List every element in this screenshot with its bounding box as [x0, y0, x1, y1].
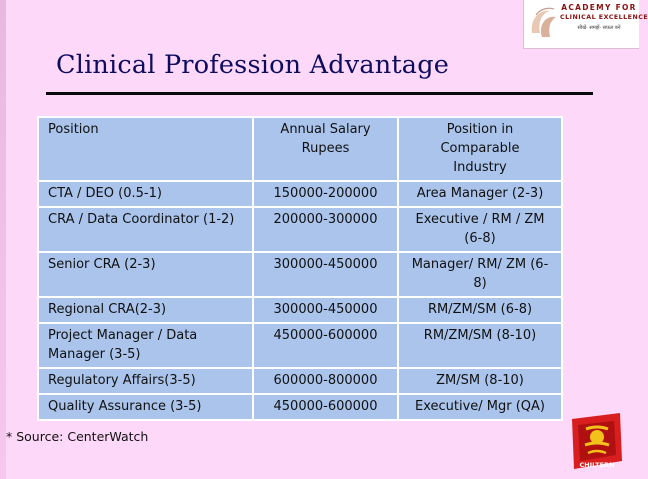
table-header-row: [38, 117, 562, 181]
cell-position: Regional CRA(2-3): [38, 297, 253, 323]
cell-comparable-text: Manager/ RM/ ZM (6-8): [411, 257, 549, 291]
cell-comparable: Area Manager (2-3): [398, 181, 562, 207]
academy-logo: [523, 0, 648, 49]
cell-comparable: [398, 252, 562, 297]
chiltern-emblem-icon: [564, 409, 630, 475]
table-row: [38, 207, 562, 252]
cell-position: Quality Assurance (3-5): [38, 394, 253, 420]
cell-position: Regulatory Affairs(3-5): [38, 368, 253, 394]
source-note: * Source: CenterWatch: [6, 429, 149, 444]
table-row: [38, 252, 562, 297]
cell-salary: 450000-600000: [253, 394, 398, 420]
cell-comparable-text: Executive / RM / ZM (6-8): [415, 212, 545, 246]
table-row: [38, 297, 562, 323]
cell-comparable: RM/ZM/SM (6-8): [398, 297, 562, 323]
cell-salary: 450000-600000: [253, 323, 398, 368]
table-row: [38, 323, 562, 368]
left-accent-bar: [0, 0, 6, 479]
cell-position: CRA / Data Coordinator (1-2): [38, 207, 253, 252]
cell-position: Project Manager / Data Manager (3-5): [38, 323, 253, 368]
brand-label: CHILTERN: [579, 461, 615, 469]
cell-position: Senior CRA (2-3): [38, 252, 253, 297]
header-position: Position: [38, 117, 253, 181]
header-annual-salary: [253, 117, 398, 181]
cell-comparable: ZM/SM (8-10): [398, 368, 562, 394]
title-underline: [46, 92, 593, 95]
salary-table: [37, 116, 563, 421]
table-row: [38, 394, 562, 420]
logo-line-1: ACADEMY FOR: [561, 3, 637, 12]
header-annual-salary-label: Annual Salary Rupees: [280, 122, 371, 156]
cell-position: CTA / DEO (0.5-1): [38, 181, 253, 207]
cell-comparable: RM/ZM/SM (8-10): [398, 323, 562, 368]
slide-title: Clinical Profession Advantage: [56, 50, 450, 80]
academy-emblem-icon: [528, 3, 558, 43]
cell-salary: 600000-800000: [253, 368, 398, 394]
cell-comparable: Executive/ Mgr (QA): [398, 394, 562, 420]
cell-salary: 200000-300000: [253, 207, 398, 252]
table-row: [38, 368, 562, 394]
logo-line-2: CLINICAL EXCELLENCE: [560, 14, 648, 21]
cell-comparable: [398, 207, 562, 252]
header-comparable-position: [398, 117, 562, 181]
logo-tagline: सीखें· समझें· सफ़ल बनें: [577, 25, 621, 31]
cell-salary: 300000-450000: [253, 297, 398, 323]
cell-salary: 300000-450000: [253, 252, 398, 297]
cell-salary: 150000-200000: [253, 181, 398, 207]
table-row: [38, 181, 562, 207]
header-comparable-position-label: Position in Comparable Industry: [440, 122, 520, 175]
